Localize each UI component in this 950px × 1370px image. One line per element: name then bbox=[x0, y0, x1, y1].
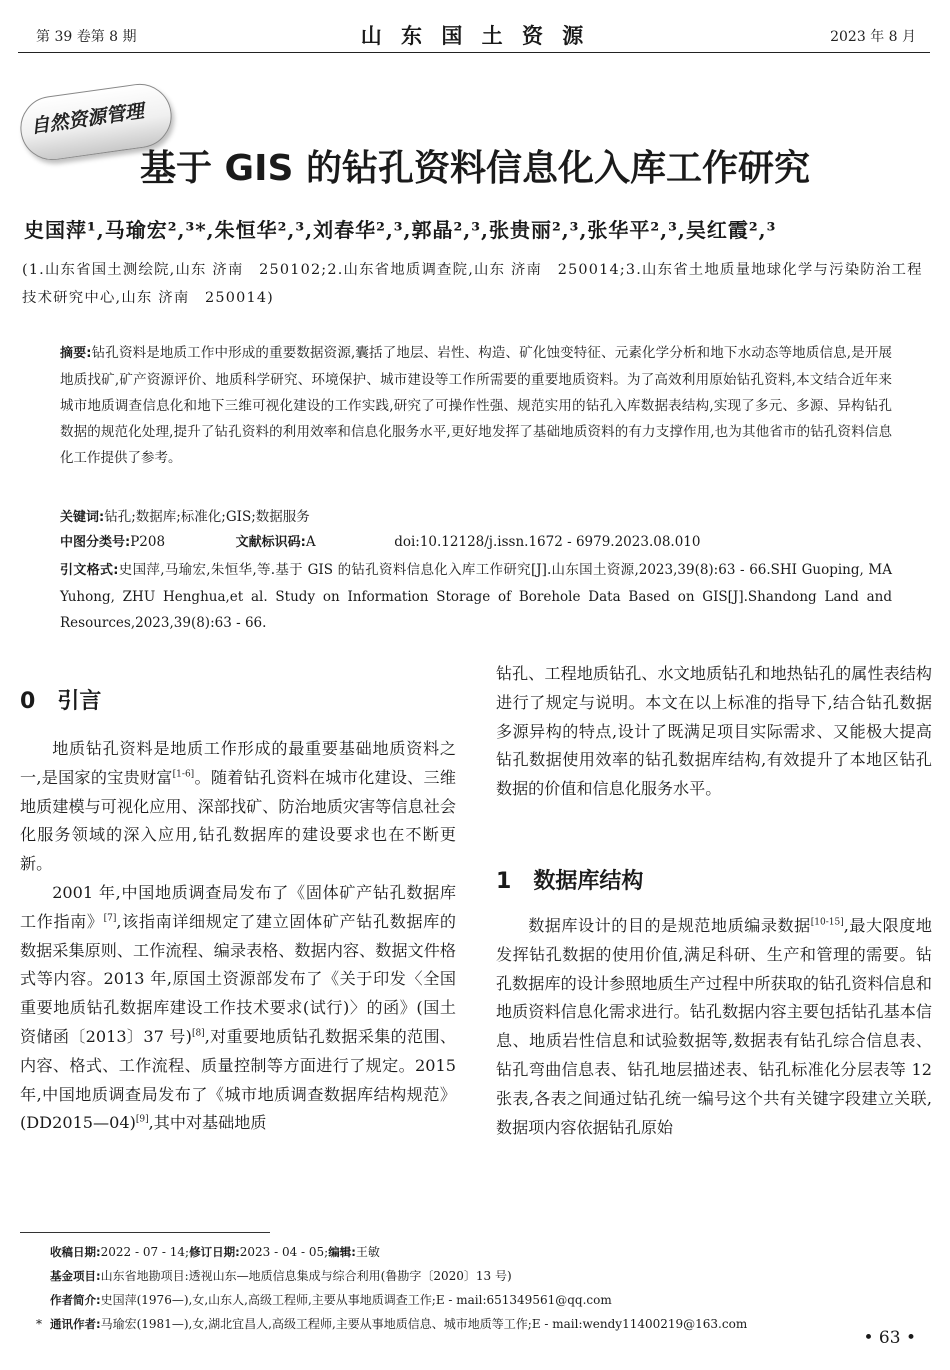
citation-text: 史国萍,马瑜宏,朱恒华,等.基于 GIS 的钻孔资料信息化入库工作研究[J].山东国土资源,2023,39(8):63 - 66.SHI Guoping, MA Yuhong, ZHU Henghua,et al. Study on Information Storage of Borehole Data Based on GIS[J].Shandong Land and Resources,2023,39(8):63 - 66. bbox=[60, 562, 892, 631]
journal-name: 山 东 国 土 资 源 bbox=[360, 23, 590, 48]
clc-value: P208 bbox=[130, 534, 166, 550]
doc-code-value: A bbox=[305, 534, 316, 550]
section-1-number: 1 bbox=[496, 869, 512, 894]
fund-line: 基金项目:山东省地勘项目:透视山东—地质信息集成与综合利用(鲁勘字〔2020〕13 号) bbox=[50, 1269, 512, 1283]
section-badge-label: 自然资源管理 bbox=[29, 100, 146, 138]
footnotes bbox=[36, 1240, 936, 1336]
abstract bbox=[60, 340, 892, 471]
doi: doi:10.12128/j.issn.1672 - 6979.2023.08.010 bbox=[394, 534, 701, 550]
right-column-section-1 bbox=[496, 912, 932, 1142]
citation bbox=[60, 557, 892, 636]
keywords-label: 关键词: bbox=[60, 510, 105, 525]
section-0-number: 0 bbox=[20, 689, 36, 714]
paragraph: 地质钻孔资料是地质工作形成的最重要基础地质资料之一,是国家的宝贵财富[1-6]。随着钻孔资料在城市化建设、三维地质建模与可视化应用、深部找矿、防治地质灾害等信息社会化服务领域的深入应用,钻孔数据库的建设要求也在不断更新。 bbox=[20, 739, 457, 874]
affiliations: (1.山东省国土测绘院,山东 济南 250102;2.山东省地质调查院,山东 济南 250014;3.山东省土地质量地球化学与污染防治工程技术研究中心,山东 济南 250014) bbox=[22, 262, 923, 306]
journal-issue: 第 39 卷第 8 期 bbox=[36, 29, 137, 45]
paragraph: 数据库设计的目的是规范地质编录数据[10-15],最大限度地发挥钻孔数据的使用价值,满足科研、生产和管理的需要。钻孔数据库的设计参照地质生产过程中所获取的钻孔资料信息和地质资料信息化需求进行。钻孔数据内容主要包括钻孔基本信息、地质岩性信息和试验数据等,数据表有钻孔综合信息表、钻孔弯曲信息表、钻孔地层描述表、钻孔标准化分层表等 12 张表,各表之间通过钻孔统一编号这个共有关键字段建立关联,数据项内容依据钻孔原始 bbox=[496, 916, 932, 1137]
right-column bbox=[496, 660, 932, 804]
footnote-rule bbox=[20, 1232, 270, 1233]
paragraph: 2001 年,中国地质调查局发布了《固体矿产钻孔数据库工作指南》[7],该指南详细规定了建立固体矿产钻孔数据库的数据采集原则、工作流程、编录表格、数据内容、数据文件格式等内容。2013 年,原国土资源部发布了《关于印发〈全国重要地质钻孔数据库建设工作技术要求(试行)〉的函》(国土资储函〔2013〕37 号)[8],对重要地质钻孔数据采集的范围、内容、格式、工作流程、质量控制等方面进行了规定。2015 年,中国地质调查局发布了《城市地质调查数据库结构规范》(DD2015—04)[9],其中对基础地质 bbox=[20, 882, 456, 1133]
journal-date: 2023 年 8 月 bbox=[830, 29, 916, 45]
paragraph: 钻孔、工程地质钻孔、水文地质钻孔和地热钻孔的属性表结构进行了规定与说明。本文在以上标准的指导下,结合钻孔数据多源异构的特点,设计了既满足项目实际需求、又能极大提高钻孔数据使用效率的钻孔数据库结构,有效提升了本地区钻孔数据的价值和信息化服务水平。 bbox=[496, 664, 932, 799]
received-line: 收稿日期:2022 - 07 - 14;修订日期:2023 - 04 - 05;编辑:王敏 bbox=[50, 1245, 380, 1259]
reference: [8] bbox=[191, 1028, 205, 1039]
header-rule bbox=[18, 52, 930, 53]
reference: [10-15] bbox=[810, 917, 844, 928]
reference: [9] bbox=[135, 1115, 149, 1125]
classification-line bbox=[60, 531, 700, 550]
corresponding-author-line: * 通讯作者:马瑜宏(1981—),女,湖北宜昌人,高级工程师,主要从事地质信息、城市地质等工作;E - mail:wendy11400219@163.com bbox=[36, 1317, 748, 1331]
clc-label: 中图分类号: bbox=[60, 535, 131, 550]
page-number: • 63 • bbox=[863, 1328, 916, 1348]
article-title: 基于 GIS 的钻孔资料信息化入库工作研究 bbox=[140, 148, 810, 189]
section-1-title: 数据库结构 bbox=[533, 869, 644, 894]
citation-label: 引文格式: bbox=[60, 563, 119, 578]
doc-code-label: 文献标识码: bbox=[235, 535, 306, 550]
abstract-text: 钻孔资料是地质工作中形成的重要数据资源,囊括了地层、岩性、构造、矿化蚀变特征、元素化学分析和地下水动态等地质信息,是开展地质找矿,矿产资源评价、地质科学研究、环境保护、城市建设等工作所需要的重要地质资料。为了高效利用原始钻孔资料,本文结合近年来城市地质调查信息化和地下三维可视化建设的工作实践,研究了可操作性强、规范实用的钻孔入库数据表结构,实现了多元、多源、异构钻孔数据的规范化处理,提升了钻孔资料的利用效率和信息化服务水平,更好地发挥了基础地质资料的有力支撑作用,也为其他省市的钻孔资料信息化工作提供了参考。 bbox=[60, 345, 892, 466]
left-column bbox=[20, 735, 456, 1138]
keywords-text: 钻孔;数据库;标准化;GIS;数据服务 bbox=[104, 509, 310, 525]
section-0-heading bbox=[20, 684, 101, 715]
section-1-heading bbox=[496, 864, 643, 895]
abstract-label: 摘要: bbox=[60, 346, 92, 361]
reference: [7] bbox=[103, 913, 117, 924]
author-list: 史国萍¹,马瑜宏²,³*,朱恒华²,³,刘春华²,³,郭晶²,³,张贵丽²,³,张华平²,³,吴红霞²,³ bbox=[24, 218, 777, 242]
reference: [1-6] bbox=[172, 769, 195, 780]
keywords bbox=[60, 505, 310, 525]
author-bio-line: 作者简介:史国萍(1976—),女,山东人,高级工程师,主要从事地质调查工作;E - mail:651349561@qq.com bbox=[50, 1293, 612, 1307]
section-0-title: 引言 bbox=[57, 689, 102, 714]
